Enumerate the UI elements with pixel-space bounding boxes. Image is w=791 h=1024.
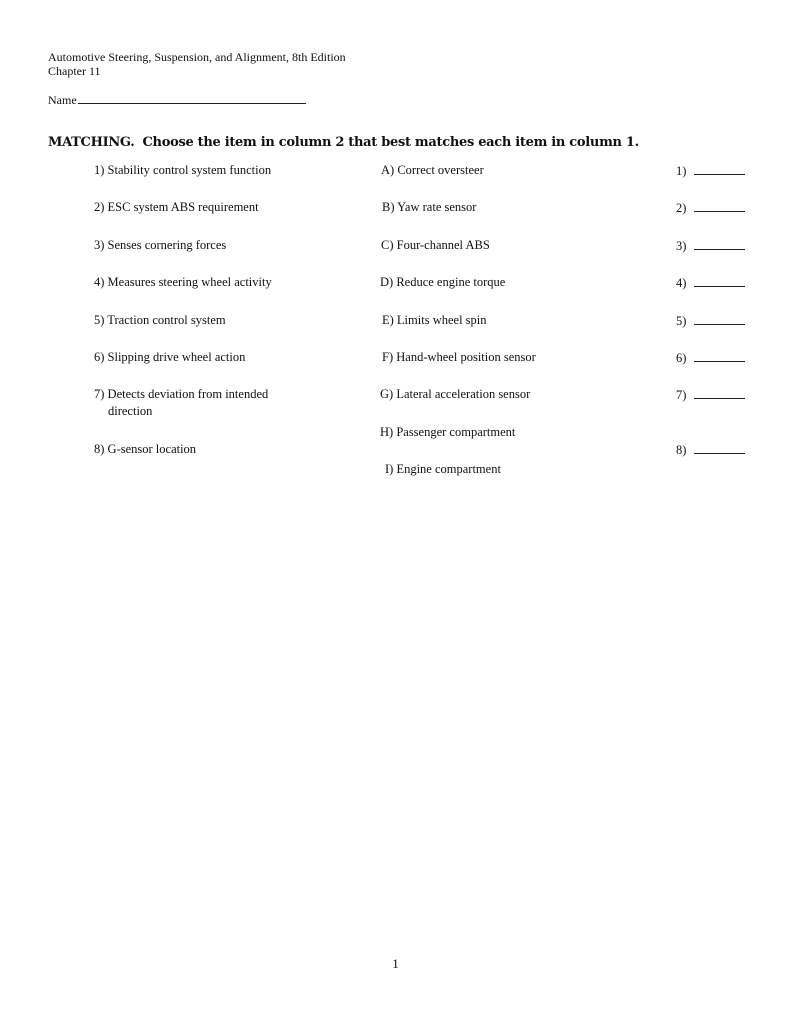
name-label: Name xyxy=(48,93,77,107)
answer-number: 2) xyxy=(676,201,687,215)
answer-slot xyxy=(676,274,745,292)
column2-item: D) Reduce engine torque xyxy=(380,275,506,289)
answer-number: 7) xyxy=(676,388,687,402)
answer-blank[interactable] xyxy=(694,349,745,362)
column1-item: 2) ESC system ABS requirement xyxy=(94,200,259,214)
name-row xyxy=(48,92,306,107)
column1-item: 8) G-sensor location xyxy=(94,442,197,456)
answer-slot xyxy=(676,441,745,459)
instructions xyxy=(48,135,639,151)
answer-blank[interactable] xyxy=(694,386,745,399)
page-number: 1 xyxy=(392,956,399,971)
column2-item: B) Yaw rate sensor xyxy=(382,200,477,214)
chapter-label: Chapter 11 xyxy=(48,64,101,78)
column1-item: 3) Senses cornering forces xyxy=(94,238,227,252)
column2-item: H) Passenger compartment xyxy=(380,425,516,439)
column2-item: E) Limits wheel spin xyxy=(382,313,487,327)
name-field[interactable] xyxy=(78,92,306,104)
column2-item: G) Lateral acceleration sensor xyxy=(380,387,531,401)
column1-item: 7) Detects deviation from intended xyxy=(94,387,269,401)
answer-slot xyxy=(676,349,745,367)
book-title: Automotive Steering, Suspension, and Alignment, 8th Edition xyxy=(48,50,346,64)
answer-blank[interactable] xyxy=(694,441,745,454)
answer-blank[interactable] xyxy=(694,312,745,325)
answer-slot xyxy=(676,312,745,330)
column1-item: 5) Traction control system xyxy=(94,313,226,327)
answer-number: 6) xyxy=(676,351,687,365)
answer-number: 3) xyxy=(676,239,687,253)
instructions-lead: MATCHING. xyxy=(48,135,135,150)
answer-blank[interactable] xyxy=(694,237,745,250)
answer-blank[interactable] xyxy=(694,162,745,175)
answer-blank[interactable] xyxy=(694,274,745,287)
column1-item: 4) Measures steering wheel activity xyxy=(94,275,272,289)
answer-slot xyxy=(676,162,745,180)
answer-slot xyxy=(676,386,745,404)
column2-item: A) Correct oversteer xyxy=(381,163,484,177)
column2-item: I) Engine compartment xyxy=(385,462,501,476)
column1-item-continuation: direction xyxy=(108,404,153,418)
answer-number: 4) xyxy=(676,276,687,290)
column1-item: 6) Slipping drive wheel action xyxy=(94,350,246,364)
answer-slot xyxy=(676,199,745,217)
column1-item: 1) Stability control system function xyxy=(94,163,272,177)
answer-number: 5) xyxy=(676,314,687,328)
answer-number: 1) xyxy=(676,164,687,178)
column2-item: F) Hand-wheel position sensor xyxy=(382,350,536,364)
answer-number: 8) xyxy=(676,443,687,457)
answer-slot xyxy=(676,237,745,255)
instructions-text: Choose the item in column 2 that best matches each item in column 1. xyxy=(142,135,639,150)
column2-item: C) Four-channel ABS xyxy=(381,238,490,252)
answer-blank[interactable] xyxy=(694,199,745,212)
